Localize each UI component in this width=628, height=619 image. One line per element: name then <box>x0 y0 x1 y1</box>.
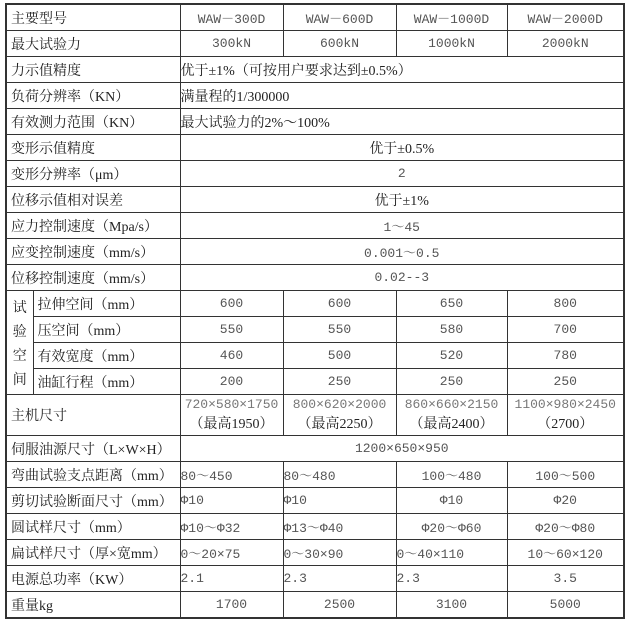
row-round-specimen-label: 圆试样尺寸（mm） <box>6 514 180 540</box>
strain-speed-value: 0.001～0.5 <box>180 239 624 265</box>
test-space-char: 间 <box>12 372 27 388</box>
row-force-accuracy <box>6 57 624 83</box>
row-compress-space-label: 压空间（mm） <box>33 317 180 343</box>
bend-distance-value-1: 80～450 <box>180 462 283 488</box>
max-force-value-2: 600kN <box>283 31 396 57</box>
tension-space-value-4: 800 <box>507 291 624 317</box>
power-value-4: 3.5 <box>507 566 624 592</box>
model-value-3: WAW－1000D <box>396 4 507 31</box>
row-disp-error <box>6 187 624 213</box>
row-stress-speed <box>6 213 624 239</box>
deform-accuracy-value: 优于±0.5% <box>180 135 624 161</box>
row-disp-speed <box>6 265 624 291</box>
compress-space-value-4: 700 <box>507 317 624 343</box>
deform-resolution-value: 2 <box>180 161 624 187</box>
row-compress-space <box>6 317 624 343</box>
row-servo-size <box>6 436 624 462</box>
effective-width-value-1: 460 <box>180 343 283 369</box>
max-force-value-1: 300kN <box>180 31 283 57</box>
weight-value-3: 3100 <box>396 592 507 619</box>
tension-space-value-3: 650 <box>396 291 507 317</box>
weight-value-4: 5000 <box>507 592 624 619</box>
effective-width-value-2: 500 <box>283 343 396 369</box>
servo-size-value: 1200×650×950 <box>180 436 624 462</box>
row-servo-size-label: 伺服油源尺寸（L×W×H） <box>6 436 180 462</box>
force-range-value: 最大试验力的2%～100% <box>180 109 624 135</box>
host-size-dims: 720×580×1750 <box>184 397 279 412</box>
bend-distance-value-2: 80～480 <box>283 462 396 488</box>
max-force-value-3: 1000kN <box>396 31 507 57</box>
row-load-resolution-label: 负荷分辨率（KN） <box>6 83 180 109</box>
compress-space-value-2: 550 <box>283 317 396 343</box>
flat-specimen-value-2: 0～30×90 <box>283 540 396 566</box>
row-deform-resolution-label: 变形分辨率（μm） <box>6 161 180 187</box>
row-host-size <box>6 395 624 436</box>
cylinder-stroke-value-2: 250 <box>283 369 396 395</box>
host-size-dims: 800×620×2000 <box>292 397 387 412</box>
row-bend-distance-label: 弯曲试验支点距离（mm） <box>6 462 180 488</box>
shear-size-value-2: Φ10 <box>283 488 396 514</box>
host-size-note: （最高2250） <box>297 417 382 432</box>
row-effective-width <box>6 343 624 369</box>
max-force-value-4: 2000kN <box>507 31 624 57</box>
row-model <box>6 4 624 31</box>
row-force-range-label: 有效测力范围（KN） <box>6 109 180 135</box>
round-specimen-value-4: Φ20～Φ80 <box>507 514 624 540</box>
effective-width-value-4: 780 <box>507 343 624 369</box>
host-size-dims: 1100×980×2450 <box>514 397 616 412</box>
row-round-specimen <box>6 514 624 540</box>
host-size-value-2 <box>283 395 396 436</box>
cylinder-stroke-value-1: 200 <box>180 369 283 395</box>
test-space-char: 试 <box>12 300 27 316</box>
spec-table <box>5 3 625 619</box>
bend-distance-value-3: 100～480 <box>396 462 507 488</box>
test-space-vertical-text <box>7 295 33 391</box>
row-strain-speed-label: 应变控制速度（mm/s） <box>6 239 180 265</box>
weight-value-1: 1700 <box>180 592 283 619</box>
row-deform-accuracy-label: 变形示值精度 <box>6 135 180 161</box>
bend-distance-value-4: 100～500 <box>507 462 624 488</box>
disp-error-value: 优于±1% <box>180 187 624 213</box>
row-max-force <box>6 31 624 57</box>
effective-width-value-3: 520 <box>396 343 507 369</box>
row-power-label: 电源总功率（KW） <box>6 566 180 592</box>
row-bend-distance <box>6 462 624 488</box>
row-strain-speed <box>6 239 624 265</box>
power-value-1: 2.1 <box>180 566 283 592</box>
row-flat-specimen <box>6 540 624 566</box>
weight-value-2: 2500 <box>283 592 396 619</box>
row-force-accuracy-label: 力示值精度 <box>6 57 180 83</box>
tension-space-value-1: 600 <box>180 291 283 317</box>
power-value-3: 2.3 <box>396 566 507 592</box>
row-cylinder-stroke <box>6 369 624 395</box>
host-size-note: （最高1950） <box>189 417 274 432</box>
row-disp-error-label: 位移示值相对误差 <box>6 187 180 213</box>
shear-size-value-3: Φ10 <box>396 488 507 514</box>
row-shear-size <box>6 488 624 514</box>
row-tension-space-label: 拉伸空间（mm） <box>33 291 180 317</box>
round-specimen-value-3: Φ20～Φ60 <box>396 514 507 540</box>
row-cylinder-stroke-label: 油缸行程（mm） <box>33 369 180 395</box>
tension-space-value-2: 600 <box>283 291 396 317</box>
row-force-range <box>6 109 624 135</box>
row-weight <box>6 592 624 619</box>
model-value-1: WAW－300D <box>180 4 283 31</box>
round-specimen-value-2: Φ13～Φ40 <box>283 514 396 540</box>
cylinder-stroke-value-3: 250 <box>396 369 507 395</box>
shear-size-value-1: Φ10 <box>180 488 283 514</box>
row-stress-speed-label: 应力控制速度（Mpa/s） <box>6 213 180 239</box>
row-effective-width-label: 有效宽度（mm） <box>33 343 180 369</box>
row-shear-size-label: 剪切试验断面尺寸（mm） <box>6 488 180 514</box>
compress-space-value-1: 550 <box>180 317 283 343</box>
round-specimen-value-1: Φ10～Φ32 <box>180 514 283 540</box>
host-size-value-1 <box>180 395 283 436</box>
host-size-dims: 860×660×2150 <box>404 397 499 412</box>
host-size-value-4 <box>507 395 624 436</box>
test-space-group-label <box>6 291 33 395</box>
row-model-label: 主要型号 <box>6 4 180 31</box>
row-weight-label: 重量kg <box>6 592 180 619</box>
flat-specimen-value-4: 10～60×120 <box>507 540 624 566</box>
model-value-4: WAW－2000D <box>507 4 624 31</box>
row-load-resolution <box>6 83 624 109</box>
test-space-char: 验 <box>12 324 27 340</box>
stress-speed-value: 1～45 <box>180 213 624 239</box>
shear-size-value-4: Φ20 <box>507 488 624 514</box>
power-value-2: 2.3 <box>283 566 396 592</box>
row-tension-space <box>6 291 624 317</box>
row-host-size-label: 主机尺寸 <box>6 395 180 436</box>
row-deform-accuracy <box>6 135 624 161</box>
host-size-note: （最高2400） <box>409 417 494 432</box>
force-accuracy-value: 优于±1%（可按用户要求达到±0.5%） <box>180 57 624 83</box>
compress-space-value-3: 580 <box>396 317 507 343</box>
disp-speed-value: 0.02--3 <box>180 265 624 291</box>
test-space-char: 空 <box>12 348 27 364</box>
flat-specimen-value-1: 0～20×75 <box>180 540 283 566</box>
row-max-force-label: 最大试验力 <box>6 31 180 57</box>
model-value-2: WAW－600D <box>283 4 396 31</box>
cylinder-stroke-value-4: 250 <box>507 369 624 395</box>
host-size-value-3 <box>396 395 507 436</box>
row-power <box>6 566 624 592</box>
row-disp-speed-label: 位移控制速度（mm/s） <box>6 265 180 291</box>
row-flat-specimen-label: 扁试样尺寸（厚×宽mm） <box>6 540 180 566</box>
load-resolution-value: 满量程的1/300000 <box>180 83 624 109</box>
host-size-note: （2700） <box>537 417 594 432</box>
flat-specimen-value-3: 0～40×110 <box>396 540 507 566</box>
row-deform-resolution <box>6 161 624 187</box>
